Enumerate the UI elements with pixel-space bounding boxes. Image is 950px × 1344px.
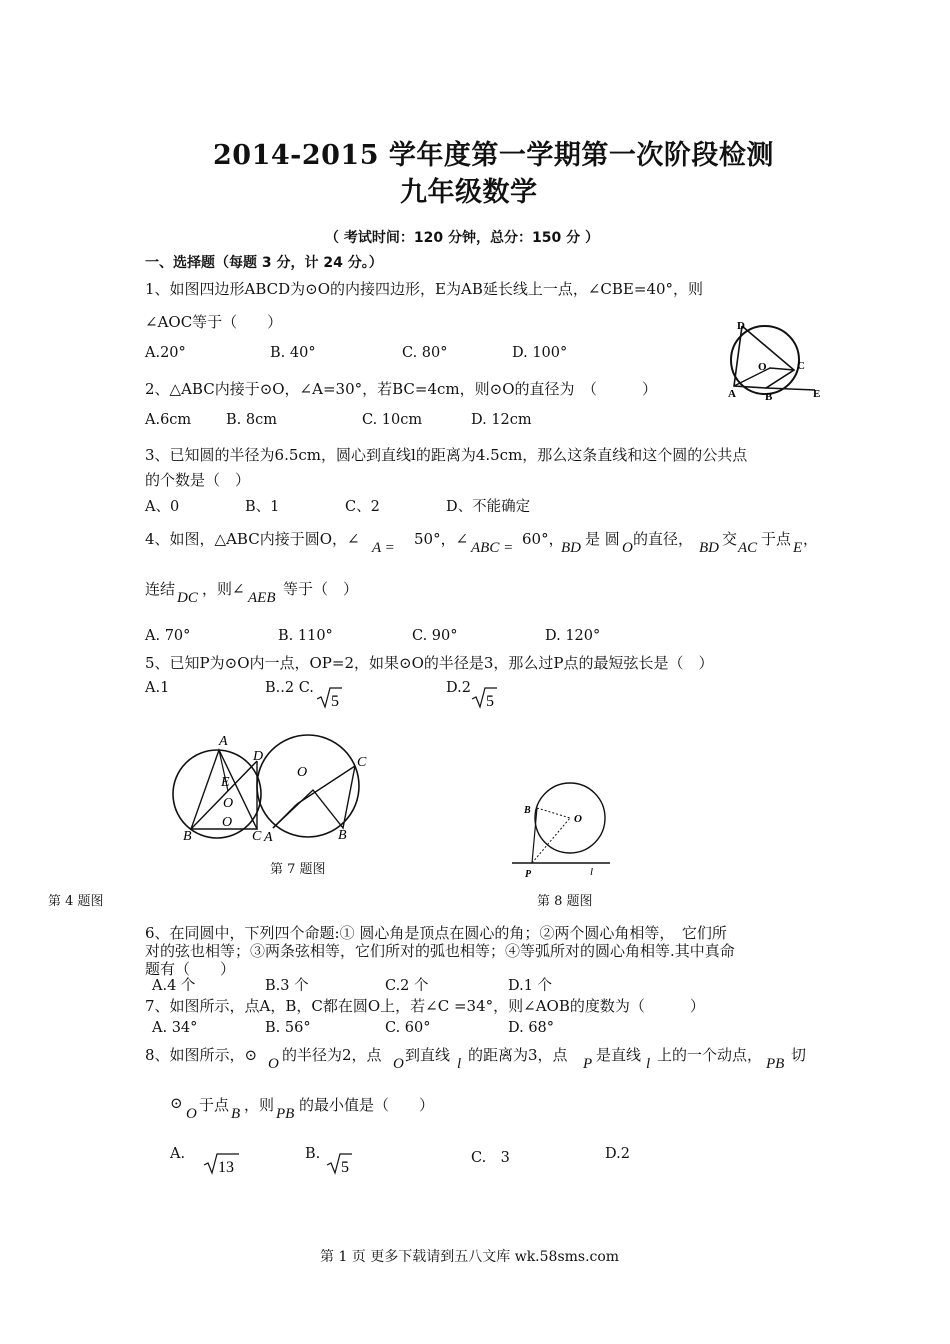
question-6-line1: 6、在同圆中，下列四个命题:① 圆心角是顶点在圆心的角；②两个圆心角相等， 它们所 — [145, 924, 727, 942]
q8-sqrt-a-value: 13 — [218, 1159, 234, 1176]
q1-option-b: B. 40° — [270, 345, 316, 361]
q3-option-c: C、2 — [345, 499, 380, 515]
fig1-label-d: D — [737, 320, 745, 332]
q8-option-a: A. — [170, 1146, 186, 1162]
question-1-line1: 1、如图四边形ABCD为⊙O的内接四边形，E为AB延长线上一点，∠CBE=40°，则 — [145, 280, 704, 298]
fig4-label-c: C — [252, 829, 262, 844]
q1-option-c: C. 80° — [402, 345, 448, 361]
q4-txt3: 是 圆 — [585, 530, 620, 548]
q8-line1f: 上的一个动点， — [657, 1046, 763, 1064]
fig8-label-o: O — [574, 813, 582, 825]
question-6-line3: 题有（ ） — [145, 960, 236, 978]
fig4-label-d: D — [253, 749, 264, 764]
q8-sqrt-b-value: 5 — [341, 1159, 349, 1176]
q3-option-b: B、1 — [245, 499, 280, 515]
fig1-label-o: O — [758, 361, 767, 373]
q4-sym-dc: DC — [177, 590, 198, 606]
q7-option-c: C. 60° — [385, 1020, 431, 1036]
q4-line2b: ，则∠ — [202, 580, 245, 598]
q4-val2: 60°， — [522, 530, 564, 548]
q8-line1a: 8、如图所示，⊙ — [145, 1046, 258, 1064]
q8-sym-o2: O — [393, 1056, 404, 1072]
q7-option-b: B. 56° — [265, 1020, 311, 1036]
page-subtitle: 九年级数学 — [400, 177, 538, 208]
q8-line1c: 到直线 — [405, 1046, 451, 1064]
caption-fig8: 第 8 题图 — [537, 894, 593, 909]
q4-txt4: 的直径， — [633, 530, 694, 548]
q5-sqrt-c-value: 5 — [331, 693, 339, 710]
q4-sym-abc: ABC = — [471, 540, 514, 556]
question-4-part1: 4、如图，△ABC内接于圆O，∠ — [145, 530, 360, 548]
q8-option-b: B. — [305, 1146, 321, 1162]
question-3-line2: 的个数是（ ） — [145, 471, 251, 489]
q8-line2b: 于点 — [199, 1096, 230, 1114]
q5-option-d: D.2 — [446, 680, 471, 696]
fig4-label-e: E — [221, 775, 230, 790]
q4-val1: 50°，∠ — [414, 530, 469, 548]
question-5: 5、已知P为⊙O内一点，OP=2，如果⊙O的半径是3，那么过P点的最短弦长是（ ） — [145, 654, 714, 672]
q1-option-d: D. 100° — [512, 345, 568, 361]
fig7-label-c: C — [357, 755, 367, 770]
q4-sym-a: A = — [372, 540, 395, 556]
q2-option-b: B. 8cm — [226, 412, 277, 428]
q6-option-a: A.4 个 — [152, 978, 196, 994]
fig7-lines-oab — [273, 766, 355, 828]
fig8-label-b: B — [524, 805, 531, 816]
q8-line2c: ，则 — [244, 1096, 275, 1114]
q4-option-d: D. 120° — [545, 628, 601, 644]
figure-q1 — [720, 318, 825, 403]
q8-sqrt-a — [203, 1152, 239, 1176]
page-title: 2014-2015 学年度第一学期第一次阶段检测 — [213, 140, 774, 171]
q8-line1b: 的半径为2，点 — [282, 1046, 382, 1064]
q5-sqrt-d — [471, 686, 497, 710]
question-7: 7、如图所示，点A，B，C都在圆O上，若∠C =34°，则∠AOB的度数为（ ） — [145, 997, 705, 1015]
caption-fig4: 第 4 题图 — [48, 894, 104, 909]
fig8-segment-po — [532, 818, 570, 863]
fig7-label-o: O — [297, 765, 308, 780]
q3-option-d: D、不能确定 — [446, 499, 531, 515]
q5-option-a: A.1 — [145, 680, 170, 696]
q4-sym-e: E — [793, 540, 803, 556]
q4-txt5: 交 — [722, 530, 738, 548]
q8-option-d: D.2 — [605, 1146, 630, 1162]
q8-line1e: 是直线 — [596, 1046, 642, 1064]
q8-sqrt-b — [326, 1152, 352, 1176]
q6-option-c: C.2 个 — [385, 978, 429, 994]
q5-sqrt-c — [316, 686, 342, 710]
question-2: 2、△ABC内接于⊙O，∠A=30°，若BC=4cm，则⊙O的直径为 （ ） — [145, 380, 657, 398]
page-footer: 第 1 页 更多下载请到五八文库 wk.58sms.com — [320, 1249, 620, 1265]
q1-option-a: A.20° — [145, 345, 186, 361]
figure-q8 — [510, 770, 615, 880]
fig7-chord — [273, 804, 297, 828]
fig1-label-b: B — [765, 391, 773, 403]
q8-option-c: C. 3 — [471, 1150, 510, 1166]
q4-option-a: A. 70° — [145, 628, 191, 644]
fig7-label-b: B — [338, 828, 347, 843]
q6-option-b: B.3 个 — [265, 978, 309, 994]
fig4-label-o2: O — [222, 815, 233, 830]
q2-option-d: D. 12cm — [471, 412, 532, 428]
q8-sym-l2: l — [646, 1056, 651, 1072]
fig4-label-b: B — [183, 829, 192, 844]
q8-line2a: ⊙ — [170, 1094, 183, 1112]
question-6-line2: 对的弦也相等；③两条弦相等，它们所对的弧也相等；④等弧所对的圆心角相等.其中真命 — [145, 942, 735, 960]
fig1-label-c: C — [797, 360, 805, 372]
question-3-line1: 3、已知圆的半径为6.5cm，圆心到直线l的距离为4.5cm，那么这条直线和这个圆的公共点 — [145, 446, 748, 464]
q8-line1d: 的距离为3，点 — [468, 1046, 568, 1064]
q8-sym-b: B — [231, 1106, 241, 1122]
q5-option-bc: B..2 C. — [265, 680, 314, 696]
question-1-line2: ∠AOC等于（ ） — [145, 313, 283, 331]
exam-info: （ 考试时间：120 分钟，总分：150 分 ） — [325, 230, 599, 246]
fig1-label-e: E — [813, 388, 821, 400]
fig1-extension — [766, 388, 815, 390]
q2-option-a: A.6cm — [145, 412, 192, 428]
q5-sqrt-d-value: 5 — [486, 693, 494, 710]
q8-line2d: 的最小值是（ ） — [299, 1096, 435, 1114]
q7-option-d: D. 68° — [508, 1020, 555, 1036]
q4-line2a: 连结 — [145, 580, 176, 598]
q3-option-a: A、0 — [145, 499, 180, 515]
fig4-label-a: A — [219, 734, 228, 749]
q8-sym-o3: O — [186, 1106, 197, 1122]
q7-option-a: A. 34° — [152, 1020, 198, 1036]
q4-sym-bd2: BD — [699, 540, 719, 556]
q4-line2c: 等于（ ） — [283, 580, 359, 598]
fig4-label-o: O — [223, 796, 234, 811]
q4-sym-bd: BD — [561, 540, 581, 556]
q4-sym-ac: AC — [738, 540, 758, 556]
section-heading: 一、选择题（每题 3 分，计 24 分。） — [145, 255, 383, 271]
q8-sym-l1: l — [457, 1056, 462, 1072]
fig8-label-p: P — [525, 869, 532, 880]
q8-sym-pb: PB — [766, 1056, 785, 1072]
q8-sym-p: P — [583, 1056, 593, 1072]
q8-sym-o1: O — [268, 1056, 279, 1072]
fig7-label-a: A — [264, 830, 273, 845]
q8-line1g: 切 — [791, 1046, 807, 1064]
q8-sym-pb2: PB — [276, 1106, 295, 1122]
q4-sym-aeb: AEB — [248, 590, 276, 606]
q6-option-d: D.1 个 — [508, 978, 553, 994]
fig8-radius-ob — [537, 808, 570, 818]
q4-txt7: ， — [803, 530, 819, 548]
q4-txt6: 于点 — [761, 530, 792, 548]
fig4-circle — [173, 749, 264, 838]
q2-option-c: C. 10cm — [362, 412, 423, 428]
fig8-label-l: l — [590, 866, 594, 878]
fig1-label-a: A — [728, 388, 736, 400]
figure-q4-q7 — [165, 728, 380, 848]
q4-option-b: B. 110° — [278, 628, 333, 644]
q4-sym-o: O — [622, 540, 633, 556]
caption-fig7: 第 7 题图 — [270, 862, 326, 877]
q4-option-c: C. 90° — [412, 628, 458, 644]
